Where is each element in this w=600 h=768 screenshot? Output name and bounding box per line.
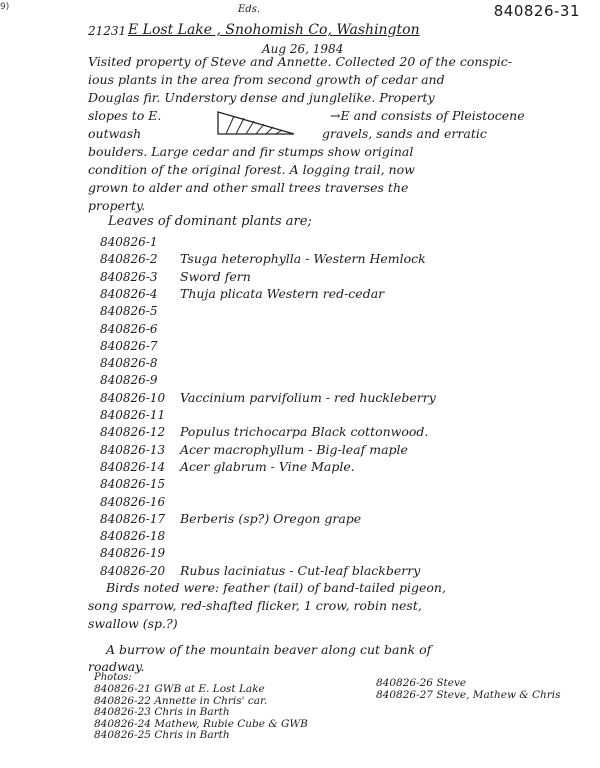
specimen-number: 840826-11 bbox=[100, 408, 166, 422]
specimen-number: 840826-9 bbox=[100, 373, 158, 388]
photo-entry: 840826-27 Steve, Mathew & Chris bbox=[376, 688, 561, 701]
intro-line-7: condition of the original forest. A logging trail, now bbox=[88, 162, 415, 177]
specimen-number: 840826-15 bbox=[100, 477, 166, 492]
specimen-number: 840826-5 bbox=[100, 304, 158, 319]
birds-line-3: swallow (sp.?) bbox=[88, 616, 178, 631]
intro-line-9: property. bbox=[88, 198, 146, 213]
specimen-row bbox=[100, 372, 180, 388]
specimen-number: 840826-10 bbox=[100, 390, 166, 405]
specimen-description: Vaccinium parvifolium - red huckleberry bbox=[180, 389, 436, 405]
location-line: E Lost Lake , Snohomish Co, Washington bbox=[128, 22, 420, 38]
photos-left-list bbox=[94, 684, 308, 742]
burrow-paragraph bbox=[88, 641, 431, 675]
specimen-number: 840826-18 bbox=[100, 529, 166, 544]
photo-entry: 840826-23 Chris in Barth bbox=[94, 706, 230, 718]
specimen-row bbox=[100, 390, 436, 406]
field-date: Aug 26, 1984 bbox=[262, 42, 344, 56]
slope-text: →E and consists of Pleistocene bbox=[330, 108, 525, 123]
address-number: 21231 bbox=[88, 24, 127, 38]
specimen-description: Acer glabrum - Vine Maple. bbox=[180, 458, 355, 474]
intro-line-2: ious plants in the area from second growth of cedar and bbox=[88, 72, 445, 87]
intro-line-1: Visited property of Steve and Annette. Collected 20 of the conspic- bbox=[88, 54, 513, 69]
birds-line-2: song sparrow, red-shafted flicker, 1 crow, robin nest, bbox=[88, 598, 422, 613]
specimen-number: 840826-13 bbox=[100, 442, 166, 457]
specimen-row bbox=[100, 355, 180, 371]
eds-mark: Eds. bbox=[238, 4, 261, 15]
specimen-number: 840826-14 bbox=[100, 459, 166, 474]
specimen-row bbox=[100, 321, 180, 337]
specimen-number: 840826-8 bbox=[100, 356, 158, 371]
leaves-heading: Leaves of dominant plants are; bbox=[108, 214, 312, 229]
photo-entry: 840826-21 GWB at E. Lost Lake bbox=[94, 683, 265, 695]
photos-heading: Photos: bbox=[94, 672, 132, 683]
intro-line-5: outwash bbox=[88, 126, 142, 141]
specimen-number: 840826-3 bbox=[100, 269, 158, 284]
specimen-description: Berberis (sp?) Oregon grape bbox=[180, 510, 362, 526]
specimen-row bbox=[100, 459, 355, 475]
specimen-description: Rubus laciniatus - Cut-leaf blackberry bbox=[180, 562, 421, 578]
specimen-number: 840826-17 bbox=[100, 511, 166, 526]
specimen-row bbox=[100, 545, 180, 561]
specimen-number: 840826-19 bbox=[100, 546, 166, 561]
specimen-row bbox=[100, 528, 180, 544]
specimen-row bbox=[100, 476, 180, 492]
specimen-number: 840826-20 bbox=[100, 563, 166, 578]
specimen-number: 840826-7 bbox=[100, 338, 158, 353]
photo-entry: 840826-22 Annette in Chris' car. bbox=[94, 694, 268, 707]
specimen-description: Acer macrophyllum - Big-leaf maple bbox=[180, 441, 408, 457]
birds-paragraph bbox=[88, 579, 446, 633]
burrow-line-1: A burrow of the mountain beaver along cut bank of bbox=[106, 642, 432, 657]
intro-line-8: grown to alder and other small trees traverses the bbox=[88, 180, 409, 195]
catalog-number: 840826-31 bbox=[493, 2, 580, 20]
specimen-row bbox=[100, 269, 251, 285]
specimen-row bbox=[100, 511, 361, 527]
specimen-number: 840826-16 bbox=[100, 494, 166, 509]
intro-line-3: Douglas fir. Understory dense and junglelike. Property bbox=[88, 90, 435, 105]
specimen-number: 840826-4 bbox=[100, 286, 158, 301]
specimen-row bbox=[100, 303, 180, 319]
photo-entry: 840826-26 Steve bbox=[376, 677, 467, 689]
photo-entry: 840826-25 Chris in Barth bbox=[94, 729, 230, 741]
burrow-line-2: roadway. bbox=[88, 659, 145, 674]
birds-line-1: Birds noted were: feather (tail) of band-tailed pigeon, bbox=[106, 580, 446, 595]
specimen-row bbox=[100, 286, 384, 302]
specimen-row bbox=[100, 424, 428, 440]
specimen-row bbox=[100, 338, 180, 354]
specimen-row bbox=[100, 494, 180, 510]
specimen-number: 840826-6 bbox=[100, 321, 158, 336]
page-mark: 9) bbox=[0, 2, 10, 12]
specimen-row bbox=[100, 407, 180, 423]
specimen-row bbox=[100, 251, 426, 267]
photos-right-list bbox=[376, 678, 561, 701]
slope-sketch-icon bbox=[214, 104, 314, 138]
specimen-row bbox=[100, 442, 408, 458]
specimen-description: Thuja plicata Western red-cedar bbox=[180, 285, 385, 301]
specimen-description: Tsuga heterophylla - Western Hemlock bbox=[180, 251, 426, 267]
specimen-number: 840826-1 bbox=[100, 235, 158, 249]
specimen-number: 840826-2 bbox=[100, 252, 158, 267]
specimen-description: Sword fern bbox=[180, 268, 251, 284]
intro-line-4: slopes to E. bbox=[88, 108, 162, 123]
specimen-number: 840826-12 bbox=[100, 425, 166, 440]
specimen-description: Populus trichocarpa Black cottonwood. bbox=[180, 424, 429, 440]
outwash-text: gravels, sands and erratic bbox=[322, 126, 487, 141]
specimen-row bbox=[100, 563, 420, 579]
photo-entry: 840826-24 Mathew, Rubie Cube & GWB bbox=[94, 717, 308, 730]
intro-line-6: boulders. Large cedar and fir stumps show original bbox=[88, 144, 414, 159]
specimen-row bbox=[100, 234, 180, 250]
